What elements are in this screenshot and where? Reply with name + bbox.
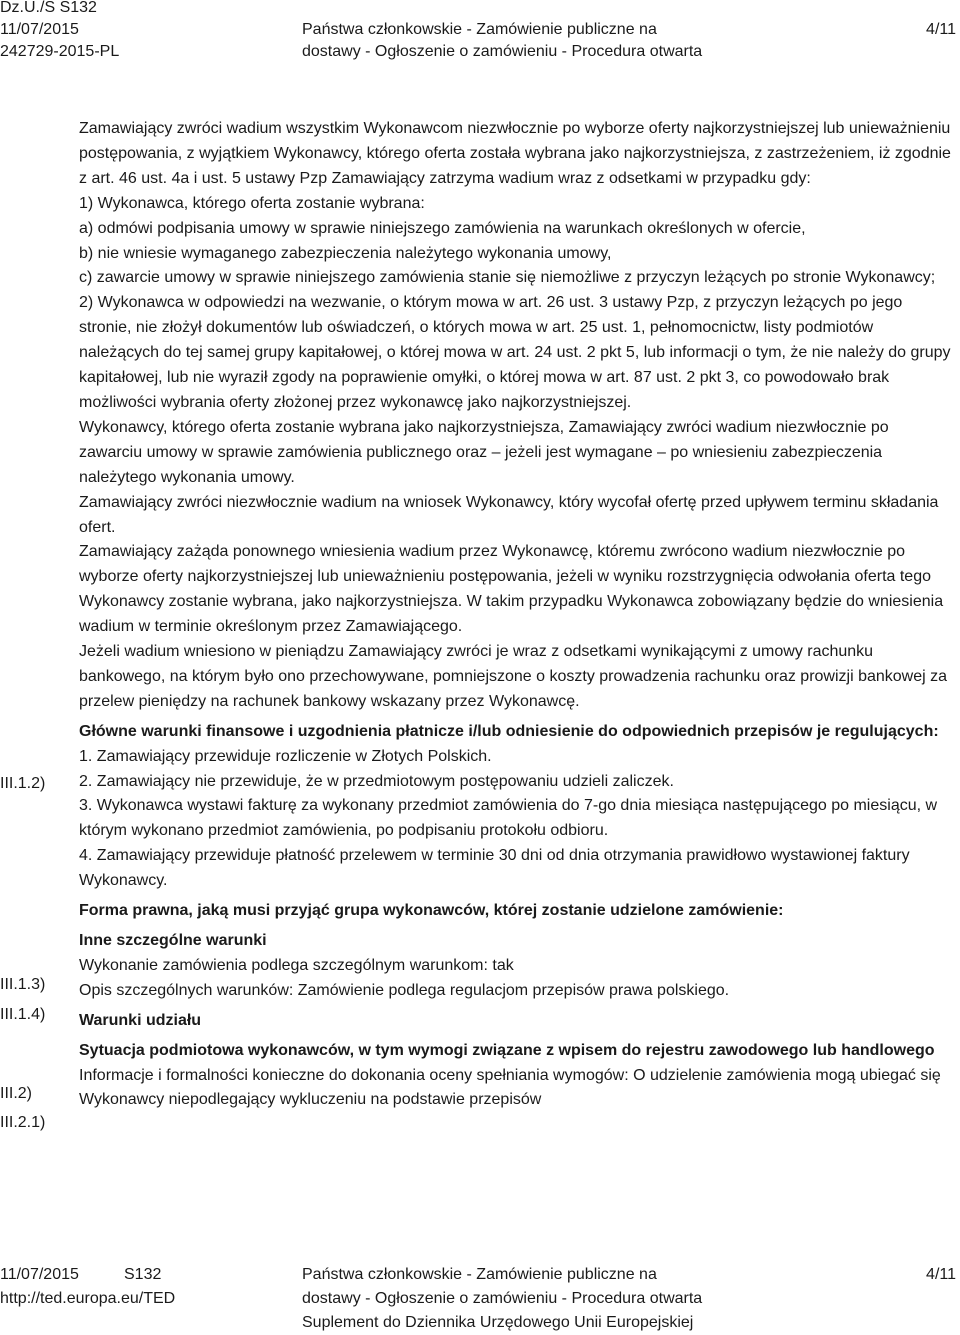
header-doc-id: 242729-2015-PL	[0, 43, 120, 60]
footer-page-number: 4/11	[926, 1266, 956, 1283]
paragraph: Wykonanie zamówienia podlega szczególnym warunkom: tak	[79, 956, 514, 974]
footer-date: 11/07/2015	[0, 1266, 79, 1283]
footer-url: http://ted.europa.eu/TED	[0, 1290, 176, 1307]
paragraph: Zamawiający zwróci niezwłocznie wadium na wniosek Wykonawcy, który wycofał ofertę przed upływem terminu składania ofert.	[79, 493, 939, 536]
section-number-iii-2-1: III.2.1)	[0, 1114, 46, 1131]
paragraph: 3. Wykonawca wystawi fakturę za wykonany przedmiot zamówienia do 7-go dnia miesiąca następującego po miesiącu, w którym wykonano przedmiot zamówienia, po podpisaniu protokołu odbioru.	[79, 797, 938, 840]
section-heading-personal-situation: Sytuacja podmiotowa wykonawców, w tym wymogi związane z wpisem do rejestru zawodowego lub handlowego	[79, 1041, 935, 1059]
section-heading-legal-form: Forma prawna, jaką musi przyjąć grupa wykonawców, której zostanie udzielone zamówienie:	[79, 902, 784, 920]
header-date: 11/07/2015	[0, 21, 79, 38]
section-number-iii-1-3: III.1.3)	[0, 976, 46, 993]
header-page-number: 4/11	[926, 21, 956, 38]
header-title-line2: dostawy - Ogłoszenie o zamówieniu - Procedura otwarta	[302, 43, 703, 60]
paragraph: a) odmówi podpisania umowy w sprawie niniejszego zamówienia na warunkach określonych w ofercie,	[79, 219, 806, 237]
paragraph: Zamawiający zwróci wadium wszystkim Wykonawcom niezwłocznie po wyborze oferty najkorzystniejszej lub unieważnieniu postępowania, z wyjątkiem Wykonawcy, którego oferta została wybrana jako najkorzystniejsza, z zastrzeżeniem, iż zgodnie z art. 46 ust. 4a i ust. 5 ustawy Pzp Zamawiający zatrzyma wadium wraz z odsetkami w przypadku gdy:	[79, 120, 951, 187]
footer-title-line3: Suplement do Dziennika Urzędowego Unii Europejskiej	[302, 1314, 694, 1331]
paragraph: b) nie wniesie wymaganego zabezpieczenia należytego wykonania umowy,	[79, 244, 612, 262]
page-header	[0, 0, 960, 70]
footer-title-line2: dostawy - Ogłoszenie o zamówieniu - Procedura otwarta	[302, 1290, 703, 1307]
paragraph: Informacje i formalności konieczne do dokonania oceny spełniania wymogów: O udzielenie zamówienia mogą ubiegać się Wykonawcy niepodlegający wykluczeniu na podstawie przepisów	[79, 1066, 941, 1109]
section-heading-other-conditions: Inne szczególne warunki	[79, 932, 267, 949]
paragraph: 2) Wykonawca w odpowiedzi na wezwanie, o którym mowa w art. 26 ust. 3 ustawy Pzp, z przyczyn leżących po jego stronie, nie złożył dokumentów lub oświadczeń, o których mowa w art. 25 ust. 1, pełnomocnictw, listy podmiotów należących do tej samej grupy kapitałowej, o której mowa w art. 24 ust. 2 pkt 5, lub informacji o tym, że nie należy do grupy kapitałowej, lub nie wyraził zgody na poprawienie omyłki, o której mowa w art. 87 ust. 2 pkt 3, co powodowało brak możliwości wybrania oferty złożonej przez wykonawcę jako najkorzystniejszej.	[79, 294, 951, 411]
section-heading-financial-conditions: Główne warunki finansowe i uzgodnienia płatnicze i/lub odniesienie do odpowiednich przepisów je regulujących:	[79, 722, 939, 740]
footer-issue: S132	[124, 1266, 162, 1283]
section-number-iii-1-2: III.1.2)	[0, 775, 46, 792]
section-number-iii-2: III.2)	[0, 1085, 33, 1102]
paragraph: 1. Zamawiający przewiduje rozliczenie w Złotych Polskich.	[79, 747, 492, 765]
paragraph: Zamawiający zażąda ponownego wniesienia wadium przez Wykonawcę, któremu zwrócono wadium niezwłocznie po wyborze oferty najkorzystniejszej lub unieważnieniu postępowania, jeżeli w wyniku rozstrzygnięcia odwołania oferta tego Wykonawcy zostanie wybrana, jako najkorzystniejsza. W takim przypadku Wykonawca zobowiązany będzie do wniesienia wadium w terminie określonym przez Zamawiającego.	[79, 543, 944, 636]
document-body	[79, 117, 955, 1113]
paragraph: Jeżeli wadium wniesiono w pieniądzu Zamawiający zwróci je wraz z odsetkami wynikającymi z umowy rachunku bankowego, na którym było ono przechowywane, pomniejszone o koszty prowadzenia rachunku oraz prowizji bankowej za przelew pieniędzy na rachunek bankowy wskazany przez Wykonawcę.	[79, 643, 948, 710]
header-title-line1: Państwa członkowskie - Zamówienie publiczne na	[302, 21, 657, 38]
page-footer	[0, 1263, 960, 1334]
header-journal: Dz.U./S S132	[0, 0, 97, 16]
section-heading-participation-conditions: Warunki udziału	[79, 1011, 202, 1029]
footer-title-line1: Państwa członkowskie - Zamówienie publiczne na	[302, 1266, 657, 1283]
paragraph: 4. Zamawiający przewiduje płatność przelewem w terminie 30 dni od dnia otrzymania prawidłowo wystawionej faktury Wykonawcy.	[79, 847, 910, 890]
paragraph: 1) Wykonawca, którego oferta zostanie wybrana:	[79, 194, 425, 212]
paragraph: c) zawarcie umowy w sprawie niniejszego zamówienia stanie się niemożliwe z przyczyn leżących po stronie Wykonawcy;	[79, 269, 936, 287]
paragraph: Opis szczególnych warunków: Zamówienie podlega regulacjom przepisów prawa polskiego.	[79, 981, 730, 999]
paragraph: Wykonawcy, którego oferta zostanie wybrana jako najkorzystniejsza, Zamawiający zwróci wadium niezwłocznie po zawarciu umowy w sprawie zamówienia publicznego oraz – jeżeli jest wymagane – po wniesieniu zabezpieczenia należytego wykonania umowy.	[79, 418, 889, 486]
section-number-iii-1-4: III.1.4)	[0, 1006, 46, 1023]
paragraph: 2. Zamawiający nie przewiduje, że w przedmiotowym postępowaniu udzieli zaliczek.	[79, 772, 674, 790]
